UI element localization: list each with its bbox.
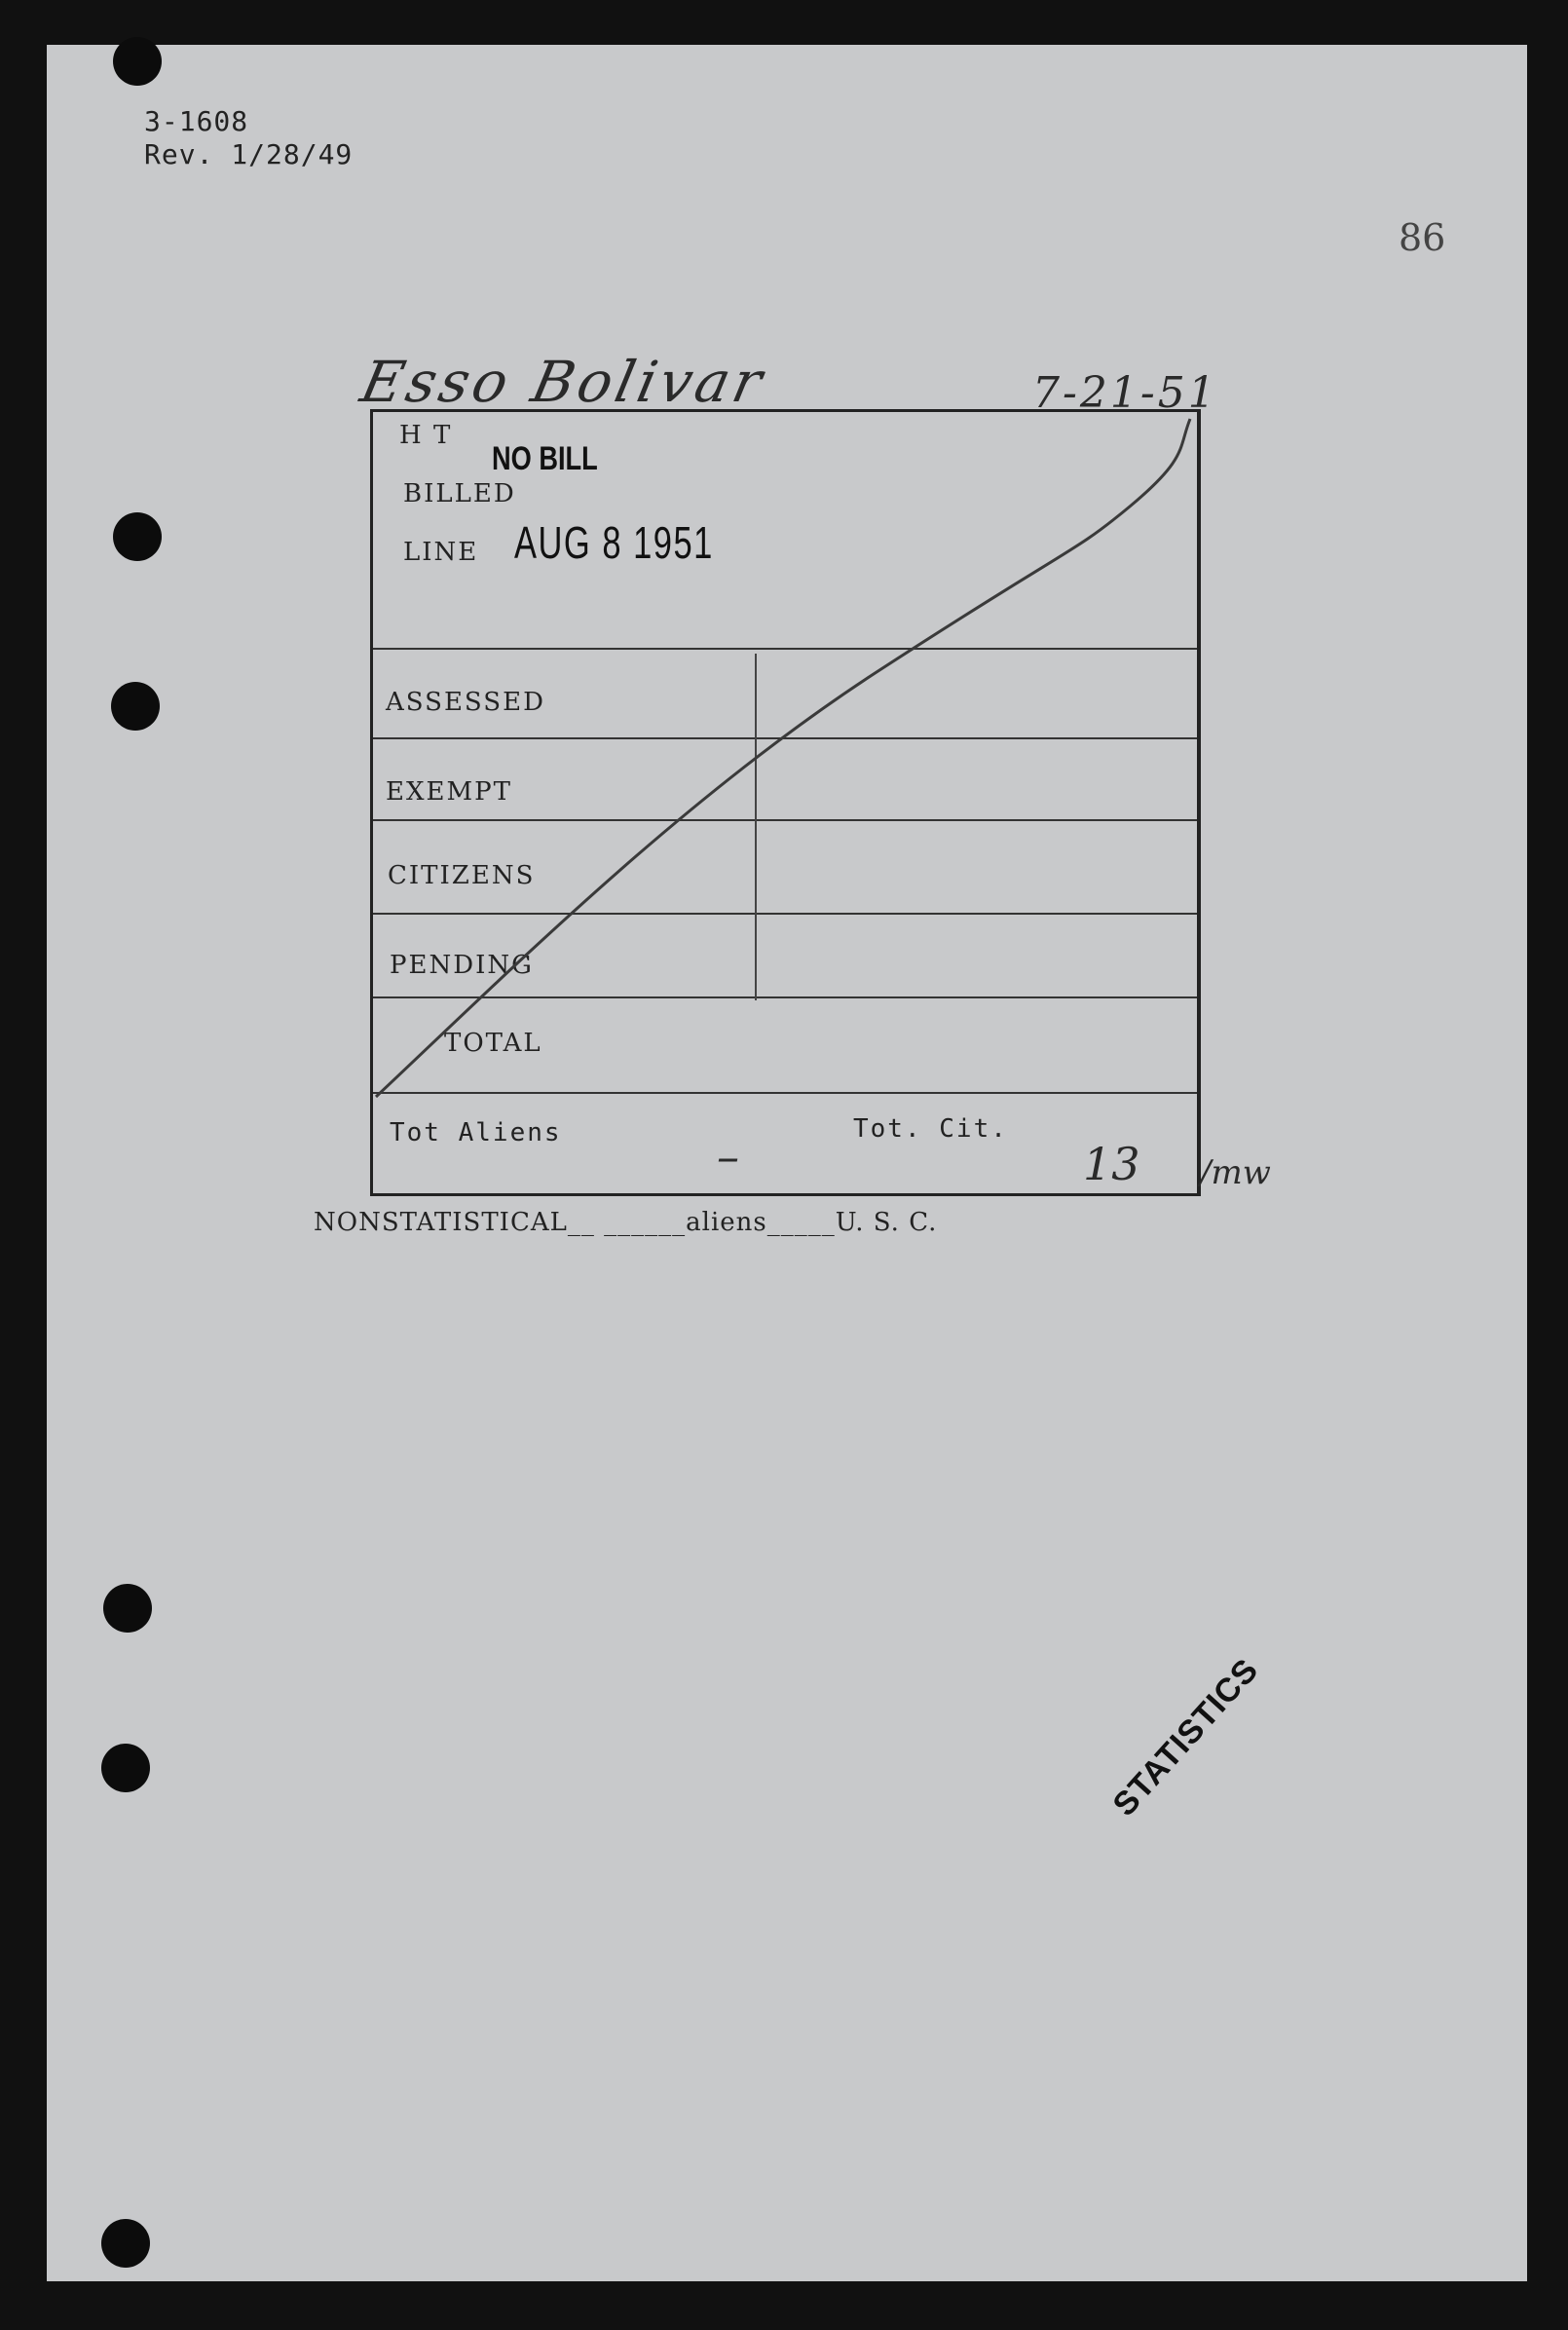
page-number: 86	[1399, 216, 1446, 259]
line-label: LINE	[403, 538, 479, 567]
initials: /mw	[1200, 1153, 1271, 1192]
handwritten-date: 7-21-51	[1032, 368, 1218, 418]
citizens-label: CITIZENS	[388, 861, 536, 890]
assessed-label: ASSESSED	[386, 688, 545, 717]
bill-date-stamp: AUG 8 1951	[514, 517, 714, 568]
form-number: 3-1608	[144, 105, 249, 137]
tot-cit-value: 13	[1083, 1138, 1140, 1190]
exempt-label: EXEMPT	[386, 777, 512, 807]
total-label: TOTAL	[444, 1029, 542, 1058]
pending-label: PENDING	[390, 951, 534, 980]
statistics-stamp: STATISTICS	[1105, 1651, 1266, 1823]
handwritten-dash: –	[717, 1130, 739, 1183]
nonstatistical-line: NONSTATISTICAL__ ______aliens_____U. S. C.	[314, 1208, 938, 1237]
ship-name: Esso Bolivar	[355, 349, 772, 415]
tot-cit-label: Tot. Cit.	[853, 1114, 1008, 1144]
no-bill-stamp: NO BILL	[492, 440, 598, 477]
form-revision: Rev. 1/28/49	[144, 138, 354, 170]
billed-label: BILLED	[403, 479, 516, 508]
tot-aliens-label: Tot Aliens	[390, 1118, 562, 1147]
ht-label: H T	[399, 421, 453, 450]
